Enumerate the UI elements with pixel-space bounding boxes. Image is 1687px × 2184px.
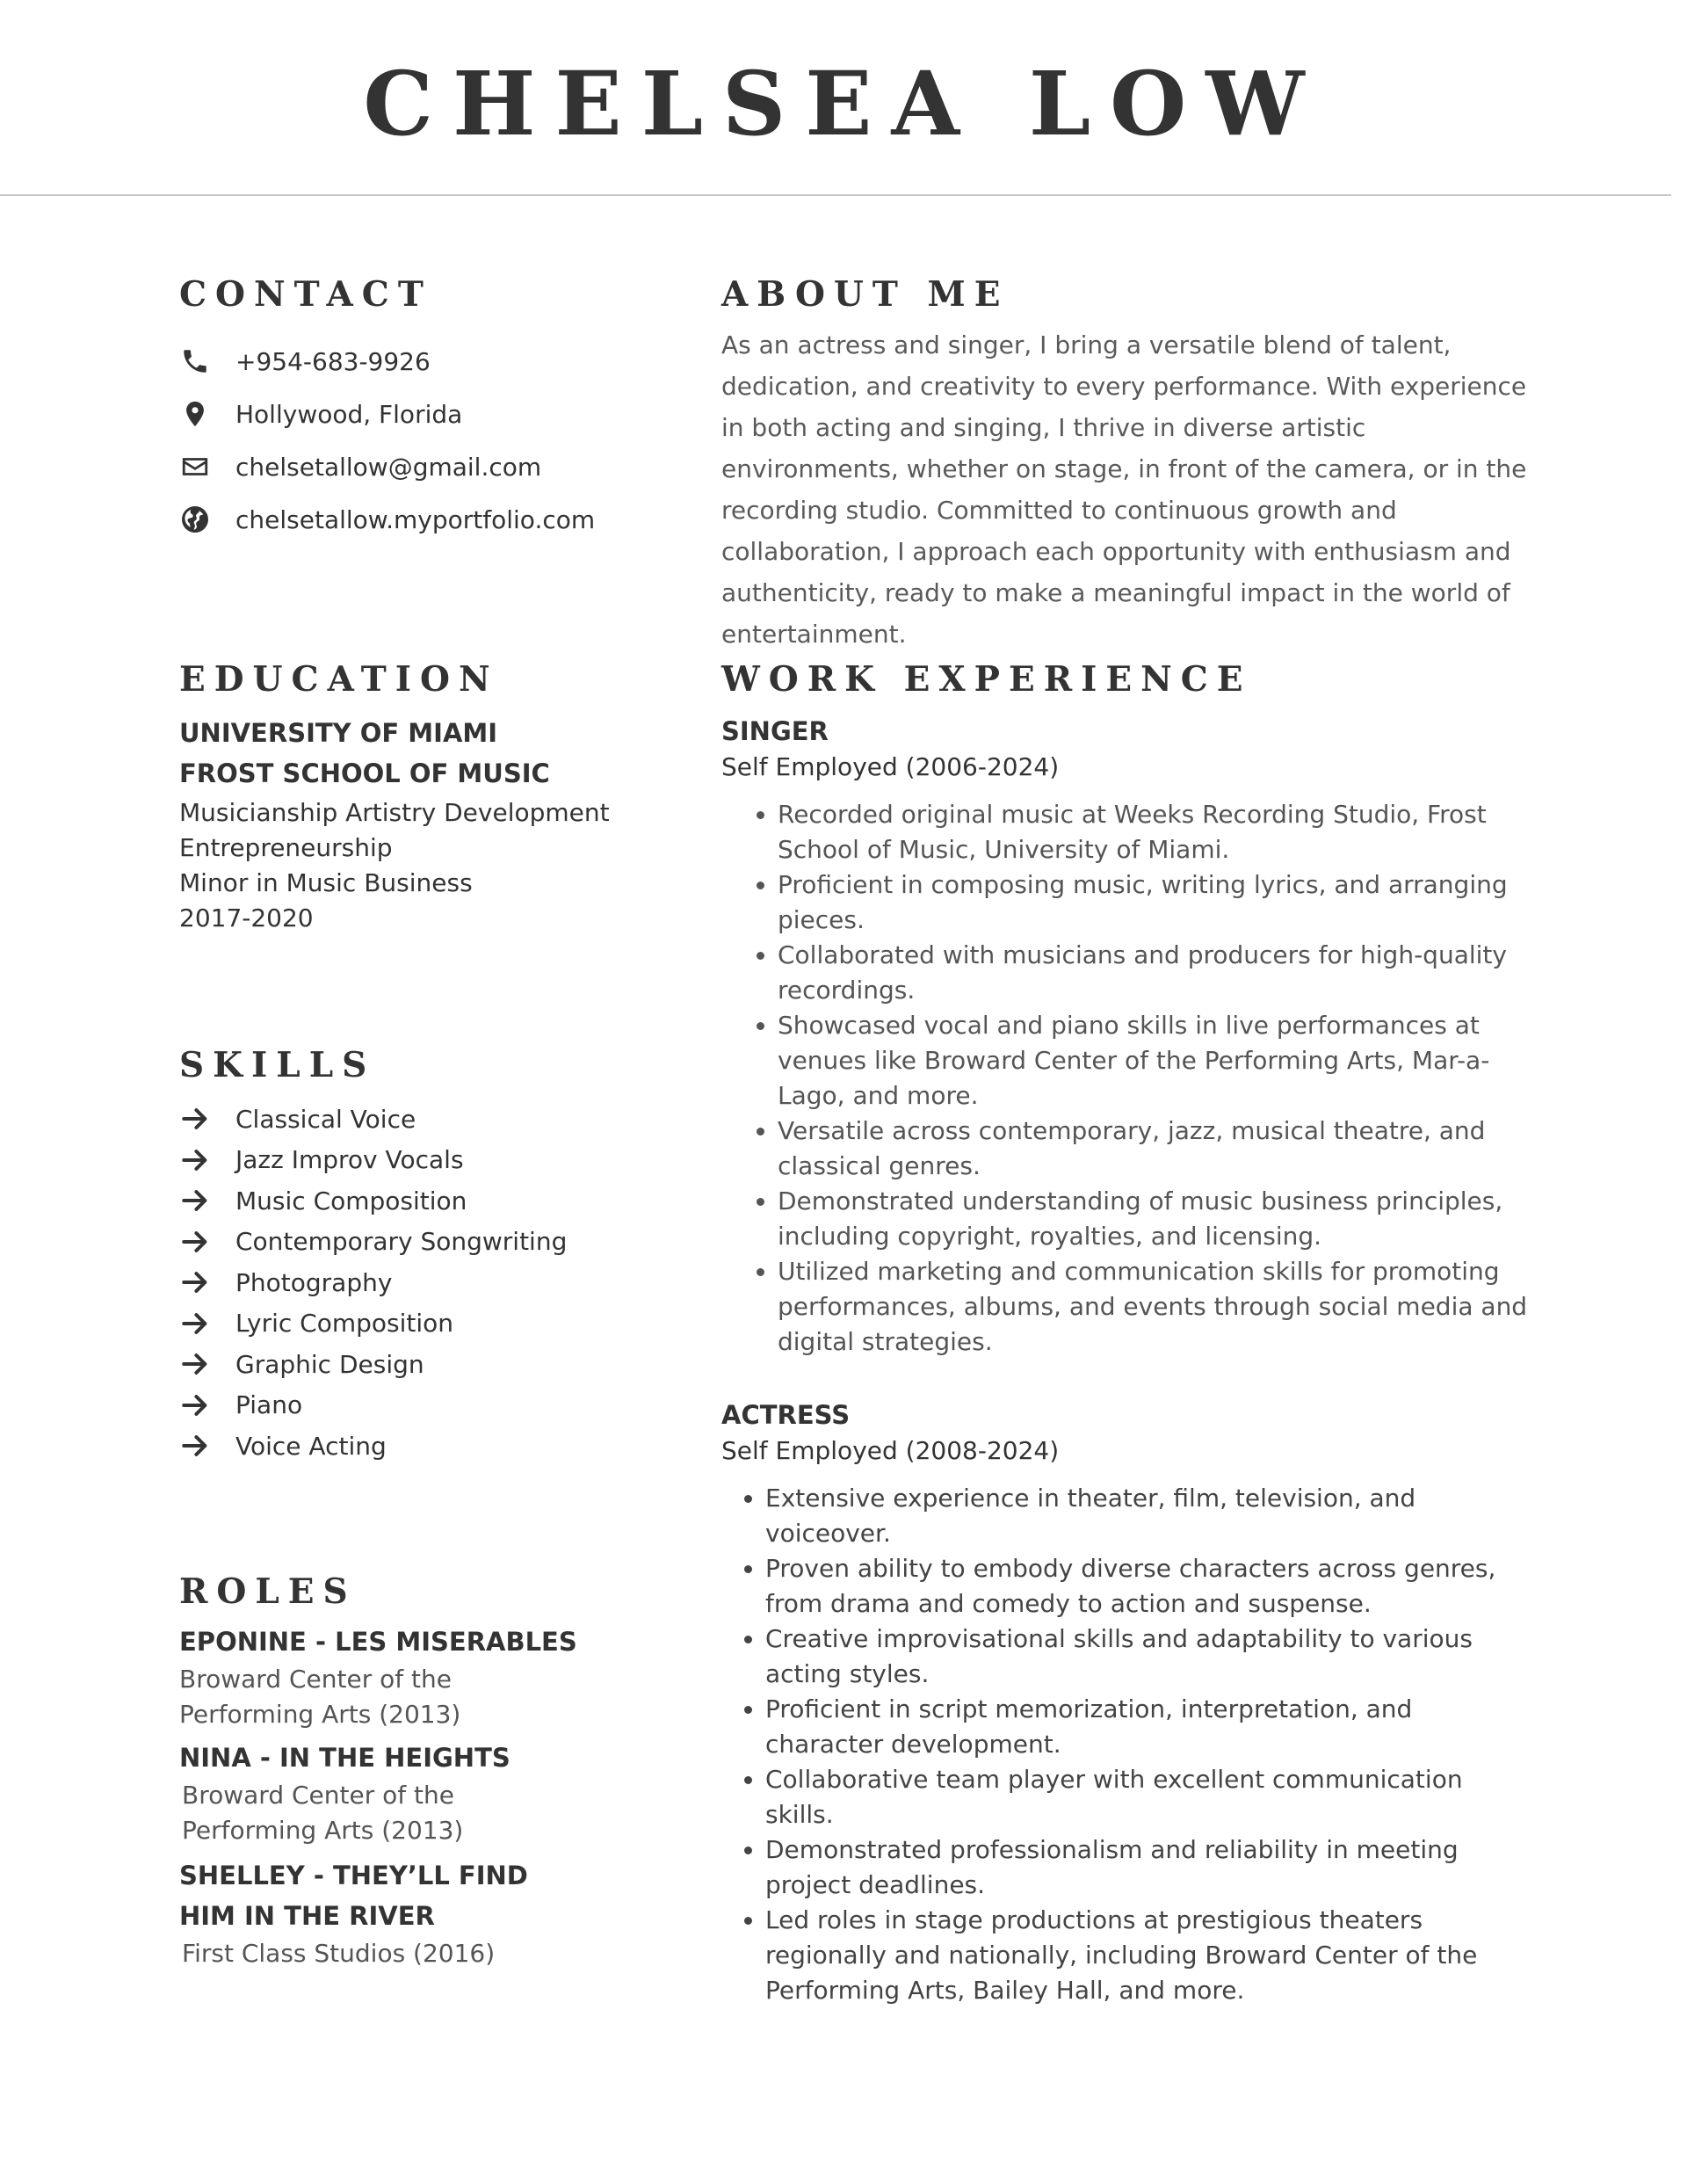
job-employer: Self Employed (2008-2024) bbox=[721, 1436, 1060, 1465]
about-heading: ABOUT ME bbox=[721, 274, 1010, 315]
role-venue: Performing Arts (2013) bbox=[182, 1816, 464, 1845]
arrow-right-icon bbox=[179, 1103, 211, 1135]
job-bullet: • Proven ability to embody diverse characters across genres, from drama and comedy to action and suspense. bbox=[765, 1551, 1530, 1622]
skill-item bbox=[179, 1385, 671, 1426]
job-bullet: • Extensive experience in theater, film, television, and voiceover. bbox=[765, 1481, 1530, 1551]
arrow-right-icon bbox=[179, 1144, 211, 1176]
role-item bbox=[179, 1622, 671, 1732]
globe-icon bbox=[179, 504, 211, 535]
education-school-line1: UNIVERSITY OF MIAMI bbox=[179, 718, 498, 748]
mail-icon bbox=[179, 451, 211, 483]
education-detail: Entrepreneurship bbox=[179, 833, 393, 862]
role-title: SHELLEY - THEY’LL FIND bbox=[179, 1861, 528, 1890]
job-bullet: • Versatile across contemporary, jazz, musical theatre, and classical genres. bbox=[778, 1114, 1530, 1184]
roles-heading: ROLES bbox=[179, 1571, 357, 1612]
contact-email-text[interactable]: chelsetallow@gmail.com bbox=[235, 452, 542, 482]
skill-label: Jazz Improv Vocals bbox=[235, 1145, 464, 1175]
about-section bbox=[721, 268, 1530, 655]
contact-section bbox=[179, 268, 671, 546]
skill-item bbox=[179, 1099, 671, 1140]
job-bullet: • Proficient in script memorization, interpretation, and character development. bbox=[765, 1692, 1530, 1762]
skill-label: Voice Acting bbox=[235, 1431, 387, 1461]
skill-label: Contemporary Songwriting bbox=[235, 1227, 568, 1257]
skill-label: Classical Voice bbox=[235, 1104, 416, 1134]
job-bullet: • Collaborative team player with excellent communication skills. bbox=[765, 1762, 1530, 1832]
job-bullet: • Led roles in stage productions at prestigious theaters regionally and nationally, including Broward Center of the Performing Arts, Bailey Hall, and more. bbox=[765, 1903, 1530, 2008]
arrow-right-icon bbox=[179, 1430, 211, 1462]
contact-email bbox=[179, 440, 671, 493]
skill-label: Music Composition bbox=[235, 1186, 467, 1215]
job-bullet: • Collaborated with musicians and producers for high-quality recordings. bbox=[778, 938, 1530, 1008]
job-employer: Self Employed (2006-2024) bbox=[721, 752, 1060, 781]
job-bullet: • Proficient in composing music, writing lyrics, and arranging pieces. bbox=[778, 867, 1530, 938]
role-item bbox=[179, 1855, 671, 1971]
contact-location-text: Hollywood, Florida bbox=[235, 399, 463, 429]
skills-section bbox=[179, 1039, 671, 1467]
job-bullet: • Creative improvisational skills and adaptability to various acting styles. bbox=[765, 1622, 1530, 1692]
education-detail: 2017-2020 bbox=[179, 903, 314, 932]
resume-name: CHELSEA LOW bbox=[363, 52, 1324, 156]
job-bullet: • Recorded original music at Weeks Recording Studio, Frost School of Music, University of Miami. bbox=[778, 797, 1530, 867]
skills-list bbox=[179, 1099, 671, 1467]
skill-item bbox=[179, 1303, 671, 1345]
arrow-right-icon bbox=[179, 1226, 211, 1258]
contact-phone bbox=[179, 335, 671, 388]
skill-item bbox=[179, 1140, 671, 1181]
skill-label: Graphic Design bbox=[235, 1349, 424, 1379]
work-section bbox=[721, 653, 1530, 2008]
skill-label: Photography bbox=[235, 1267, 393, 1297]
job-bullets bbox=[721, 1481, 1530, 2008]
skill-label: Lyric Composition bbox=[235, 1309, 454, 1339]
location-pin-icon bbox=[179, 398, 211, 430]
role-venue: Broward Center of the bbox=[179, 1665, 452, 1694]
job-title: ACTRESS bbox=[721, 1400, 851, 1430]
job-bullet: • Showcased vocal and piano skills in live performances at venues like Broward Center of the Performing Arts, Mar-a-Lago, and more. bbox=[778, 1008, 1530, 1114]
contact-website-text[interactable]: chelsetallow.myportfolio.com bbox=[235, 504, 596, 534]
skill-item bbox=[179, 1222, 671, 1263]
job-bullet: • Demonstrated understanding of music business principles, including copyright, royalties, and licensing. bbox=[778, 1184, 1530, 1254]
skill-item bbox=[179, 1426, 671, 1467]
roles-section bbox=[179, 1565, 671, 1971]
contact-location bbox=[179, 388, 671, 440]
about-text: As an actress and singer, I bring a versatile blend of talent, dedication, and creativity to every performance. With experience in both acting and singing, I thrive in diverse artistic environments, whether on stage, in front of the camera, or in the recording studio. Committed to continuous growth and collaboration, I approach each opportunity with enthusiasm and authenticity, ready to make a meaningful impact in the world of entertainment. bbox=[721, 330, 1527, 649]
contact-phone-text: +954-683-9926 bbox=[235, 346, 431, 376]
contact-website bbox=[179, 493, 671, 546]
job-actress bbox=[721, 1397, 1530, 2008]
job-bullet: • Utilized marketing and communication skills for promoting performances, albums, and events through social media and digital strategies. bbox=[778, 1254, 1530, 1360]
role-venue: Performing Arts (2013) bbox=[179, 1700, 461, 1729]
education-section bbox=[179, 653, 671, 936]
phone-icon bbox=[179, 345, 211, 377]
education-heading: EDUCATION bbox=[179, 659, 499, 700]
work-heading: WORK EXPERIENCE bbox=[721, 659, 1252, 700]
education-school-line2: FROST SCHOOL OF MUSIC bbox=[179, 758, 550, 788]
job-title: SINGER bbox=[721, 716, 829, 746]
role-venue: First Class Studios (2016) bbox=[182, 1939, 496, 1968]
role-title: EPONINE - LES MISERABLES bbox=[179, 1627, 577, 1657]
header-divider bbox=[0, 194, 1671, 196]
job-singer bbox=[721, 713, 1530, 1360]
role-venue: Broward Center of the bbox=[182, 1781, 454, 1810]
arrow-right-icon bbox=[179, 1185, 211, 1216]
role-title: HIM IN THE RIVER bbox=[179, 1901, 435, 1931]
skill-item bbox=[179, 1262, 671, 1303]
arrow-right-icon bbox=[179, 1266, 211, 1298]
skills-heading: SKILLS bbox=[179, 1045, 376, 1085]
role-title: NINA - IN THE HEIGHTS bbox=[179, 1743, 510, 1773]
job-bullets bbox=[721, 797, 1530, 1360]
education-detail: Minor in Music Business bbox=[179, 868, 473, 897]
arrow-right-icon bbox=[179, 1348, 211, 1380]
education-detail: Musicianship Artistry Development bbox=[179, 798, 610, 827]
role-item bbox=[179, 1738, 671, 1848]
arrow-right-icon bbox=[179, 1389, 211, 1421]
skill-label: Piano bbox=[235, 1390, 303, 1420]
arrow-right-icon bbox=[179, 1308, 211, 1339]
contact-heading: CONTACT bbox=[179, 274, 432, 315]
skill-item bbox=[179, 1180, 671, 1222]
job-bullet: • Demonstrated professionalism and reliability in meeting project deadlines. bbox=[765, 1832, 1530, 1903]
skill-item bbox=[179, 1344, 671, 1385]
